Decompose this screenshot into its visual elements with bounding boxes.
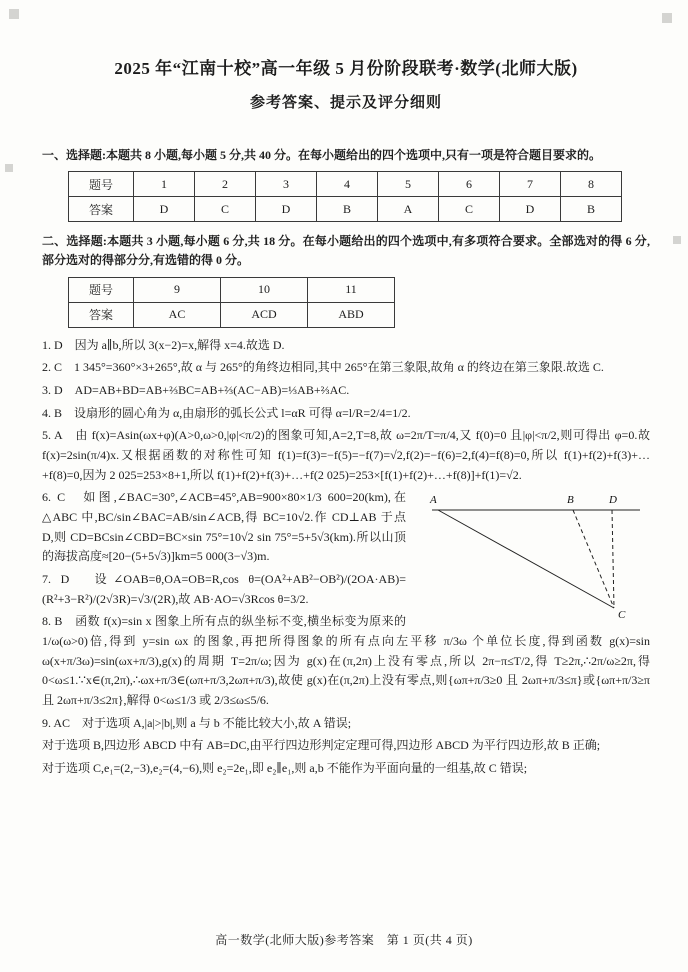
question-number-cell: 4 [317,172,378,197]
line-d-c [612,510,614,608]
explanation-q9: 9. AC 对于选项 A,|a|>|b|,则 a 与 b 不能比较大小,故 A 错误; [42,715,352,730]
line-b-c [573,510,614,608]
answer-value-cell: A [378,197,439,222]
page-footer: 高一数学(北师大版)参考答案 第 1 页(共 4 页) [215,933,473,947]
explanation-q2: 2. C 1 345°=360°×3+265°,故 α 与 265°的角终边相同,其中 265°在第三象限,故角 α 的终边在第三象限.故选 C. [42,360,604,375]
scan-artifact [673,236,681,244]
explanation-q3: 3. D AD=AB+BD=AB+⅔BC=AB+⅔(AC−AB)=⅓AB+⅔AC. [42,382,350,397]
explanation-q7: 7. D 设∠OAB=θ,OA=OB=R,cos θ=(OA²+AB²−OB²)/(2OA·AB)=(R²+3−R²)/(2√3R)=√3/(2R),故 AB·AO=√3Rcos θ=3/2. [42,571,406,606]
explanation-q8: 8. B 函数 f(x)=sin x 图象上所有点的纵坐标不变,横坐标变为原来的 1/ω(ω>0)倍,得到 y=sin ωx 的图象,再把所得图象的所有点向左平移 π/3ω 个单位长度,得到函数 g(x)=sin ω(x+π/3ω)=sin(ωx+π/3),g(x)的周期 T=2π/ω;因为 g(x)在(π,2π)上没有零点,所以 2π−π≤T/2,得 T≥2π,∴2π/ω≥2π,得 0<ω≤1.∵x∈(π,2π),∴ωx+π/3∈(ωπ+π/3,2ωπ+π/3),故使 g(x)在(π,2π)上没有零点,则{ωπ+π/3≥0 且 2ωπ+π/3≤π}或{ωπ+π/3≥π 且 2ωπ+π/3≤2π},解得 0<ω≤1/3 或 2/3≤ω≤5/6. [42,614,650,707]
figure-label-a: A [430,494,437,507]
question-number-row [69,277,395,302]
explanation-q1: 1. D 因为 a∥b,所以 3(x−2)=x,解得 x=4.故选 D. [42,337,285,352]
page-title: 2025 年“江南十校”高一年级 5 月份阶段联考·数学(北师大版) [114,59,578,78]
question-number-cell: 11 [308,277,395,302]
answer-value-cell: ABD [308,302,395,327]
answer-row [69,197,622,222]
line-a-c [438,510,614,608]
answer-value-cell: C [439,197,500,222]
page-subtitle: 参考答案、提示及评分细则 [249,95,442,111]
answer-value-cell: D [500,197,561,222]
question-number-cell: 10 [221,277,308,302]
explanation-q6: 6. C 如图,∠BAC=30°,∠ACB=45°,AB=900×80×1/3 600=20(km),在△ABC 中,BC/sin∠BAC=AB/sin∠ACB,得 BC=10√2.作 CD⊥AB 于点 D,则 CD=BCsin∠CBD=BC×sin 75°=10√2 sin 75°=5+5√3(km).所以山顶的海拔高度≈[20−(5+5√3)]km=5 000(3−√3)m. [42,490,406,564]
explanation-q9: 对于选项 C,e₁=(2,−3),e₂=(4,−6),则 e₂=2e₁,即 e₂∥e₁,则 a,b 不能作为平面向量的一组基,故 C 错误; [42,761,528,775]
explanations-section [42,336,650,779]
figure-label-d: D [609,494,617,507]
scan-artifact [662,13,672,23]
question-number-cell: 6 [439,172,500,197]
figure-label-b: B [567,494,574,507]
answer-value-cell: B [561,197,622,222]
section2-header: 二、选择题:本题共 3 小题,每小题 6 分,共 18 分。在每小题给出的四个选项中,有多项符合要求。全部选对的得 6 分,部分选对的得部分分,有选错的得 0 分。 [42,234,650,268]
section1-header: 一、选择题:本题共 8 小题,每小题 5 分,共 40 分。在每小题给出的四个选项中,只有一项是符合题目要求的。 [42,148,601,162]
answer-value-cell: D [134,197,195,222]
answer-value-cell: AC [134,302,221,327]
question-number-cell: 5 [378,172,439,197]
explanation-q9: 对于选项 B,四边形 ABCD 中有 AB=DC,由平行四边形判定定理可得,四边形 ABCD 为平行四边形,故 B 正确; [42,738,601,753]
scan-artifact [9,9,19,19]
triangle-figure-svg [418,490,650,622]
row-label-cell: 答案 [69,197,134,222]
explanation-q5: 5. A 由 f(x)=Asin(ωx+φ)(A>0,ω>0,|φ|<π/2)的图象可知,A=2,T=8,故 ω=2π/T=π/4,又 f(0)=0 且|φ|<π/2,则可得出 φ=0.故 f(x)=2sin(π/4)x.又根据函数的对称性可知 f(1)=f(3)=−f(5)=−f(7)=√2,f(2)=−f(6)=2,f(4)=f(8)=0,所以 f(1)+f(2)+f(3)+…+f(8)=0,因为 2 025=253×8+1,所以 f(1)+f(2)+f(3)+…+f(2 025)=253×[f(1)+f(2)+…+f(8)]+f(1)=√2. [42,428,650,482]
scan-artifact [5,164,13,172]
row-label-cell: 题号 [69,277,134,302]
answer-value-cell: ACD [221,302,308,327]
triangle-figure [418,490,650,622]
answer-value-cell: D [256,197,317,222]
question-number-cell: 7 [500,172,561,197]
answer-value-cell: C [195,197,256,222]
question-number-cell: 8 [561,172,622,197]
figure-label-c: C [618,609,626,622]
row-label-cell: 答案 [69,302,134,327]
question-number-cell: 2 [195,172,256,197]
answer-value-cell: B [317,197,378,222]
question-number-cell: 3 [256,172,317,197]
explanation-q4: 4. B 设扇形的圆心角为 α,由扇形的弧长公式 l=αR 可得 α=l/R=2/4=1/2. [42,405,411,420]
question-number-cell: 9 [134,277,221,302]
row-label-cell: 题号 [69,172,134,197]
answer-row [69,302,395,327]
question-number-cell: 1 [134,172,195,197]
answer-table-multi-choice [68,277,395,328]
question-number-row [69,172,622,197]
answer-table-single-choice [68,171,622,222]
